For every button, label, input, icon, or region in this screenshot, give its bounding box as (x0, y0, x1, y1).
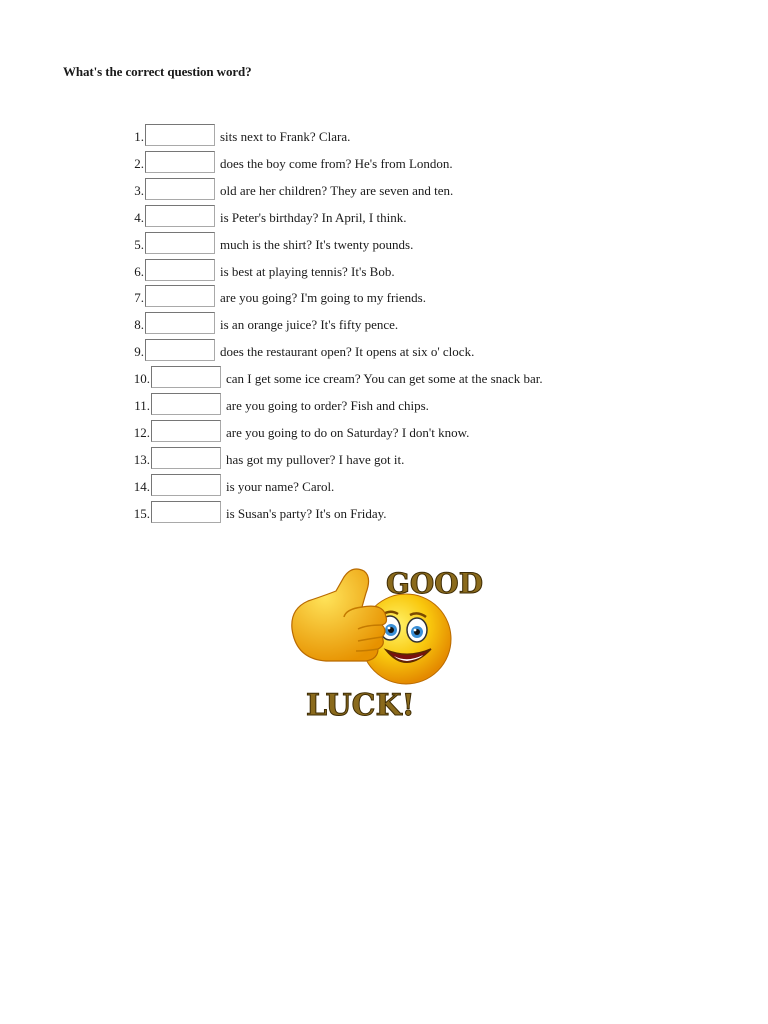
question-text: old are her children? They are seven and ten. (220, 182, 454, 198)
question-row (129, 174, 453, 200)
question-row (129, 281, 426, 307)
question-text: has got my pullover? I have got it. (226, 451, 405, 467)
question-number: 8. (134, 317, 144, 333)
question-text: is your name? Carol. (226, 478, 335, 494)
question-row (129, 228, 413, 254)
good-luck-image (286, 563, 496, 723)
answer-input[interactable] (145, 312, 215, 334)
answer-input[interactable] (145, 151, 215, 173)
answer-input[interactable] (145, 205, 215, 227)
question-number: 15. (133, 505, 150, 521)
question-text: is an orange juice? It's fifty pence. (220, 317, 399, 333)
question-text: sits next to Frank? Clara. (220, 129, 351, 144)
answer-input[interactable] (145, 259, 215, 281)
question-row (129, 255, 395, 281)
question-text: is best at playing tennis? It's Bob. (220, 263, 395, 279)
answer-input[interactable] (151, 474, 221, 496)
question-text: are you going to order? Fish and chips. (226, 398, 429, 413)
question-text: is Susan's party? It's on Friday. (226, 505, 387, 521)
question-number: 5. (134, 236, 144, 252)
question-number: 3. (134, 182, 144, 198)
question-row (130, 362, 543, 388)
question-row (130, 416, 469, 442)
question-text: are you going? I'm going to my friends. (220, 290, 426, 306)
question-row (130, 470, 334, 496)
question-text: can I get some ice cream? You can get some at the snack bar. (226, 371, 543, 387)
question-number: 13. (133, 451, 150, 467)
question-row (130, 497, 387, 523)
answer-input[interactable] (151, 366, 221, 388)
question-row (129, 147, 453, 173)
question-number: 6. (134, 263, 144, 279)
question-text: does the restaurant open? It opens at six o' clock. (220, 344, 475, 360)
question-row (129, 335, 474, 361)
question-number: 4. (134, 209, 144, 225)
answer-input[interactable] (145, 339, 215, 361)
worksheet-title: What's the correct question word? (63, 64, 252, 79)
question-number: 9. (134, 344, 144, 360)
answer-input[interactable] (151, 447, 221, 469)
answer-input[interactable] (145, 124, 215, 146)
question-number: 12. (133, 424, 150, 440)
good-text: GOOD (386, 567, 483, 600)
answer-input[interactable] (145, 232, 215, 254)
question-text: does the boy come from? He's from London. (220, 155, 453, 171)
question-text: much is the shirt? It's twenty pounds. (220, 236, 414, 252)
answer-input[interactable] (151, 420, 221, 442)
question-number: 1. (134, 129, 144, 144)
question-number: 10. (133, 371, 150, 387)
thumbs-up-icon (292, 569, 387, 661)
question-number: 14. (133, 478, 150, 494)
question-number: 7. (134, 290, 144, 306)
answer-input[interactable] (145, 178, 215, 200)
answer-input[interactable] (151, 501, 221, 523)
question-row (130, 443, 404, 469)
question-row (129, 201, 406, 227)
question-number: 11. (134, 398, 150, 413)
question-row (129, 308, 398, 334)
question-text: is Peter's birthday? In April, I think. (220, 209, 407, 225)
answer-input[interactable] (151, 393, 221, 415)
question-row (130, 389, 429, 415)
luck-text: LUCK! (306, 688, 415, 723)
answer-input[interactable] (145, 285, 215, 307)
question-number: 2. (134, 155, 144, 171)
question-text: are you going to do on Saturday? I don't know. (226, 424, 470, 440)
question-row (129, 120, 350, 146)
